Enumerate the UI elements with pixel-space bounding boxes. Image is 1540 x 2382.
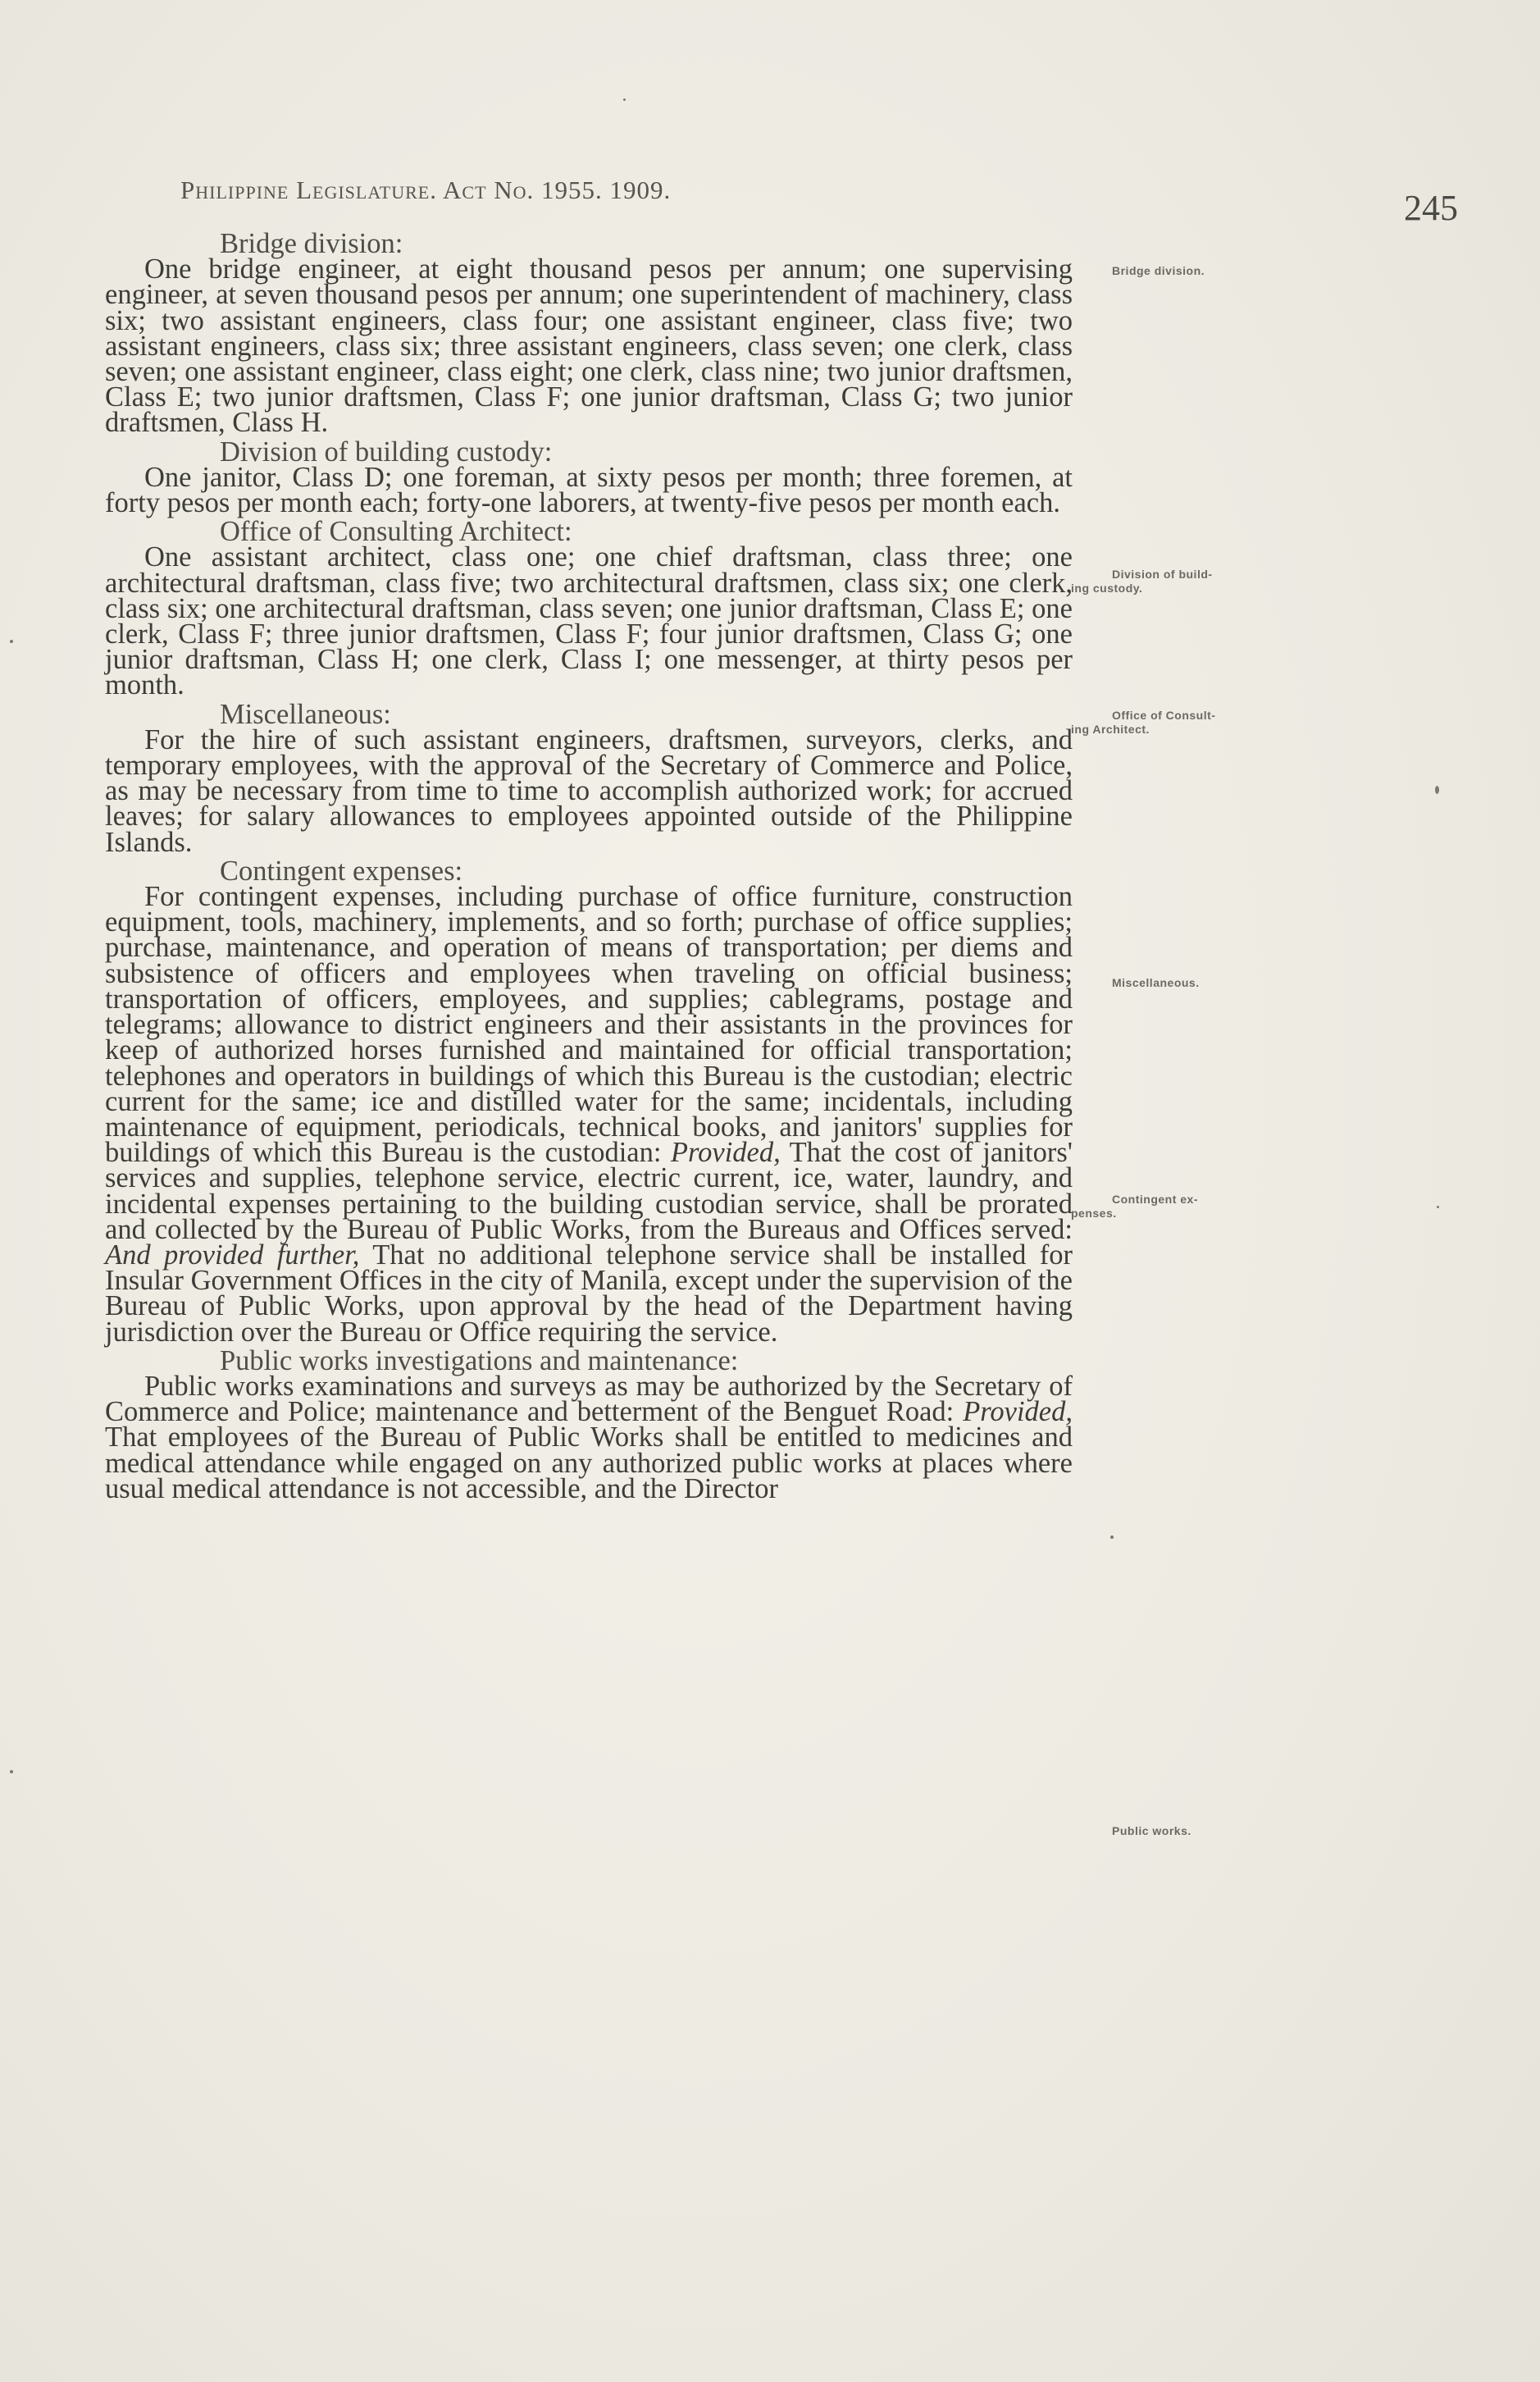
margin-note-consulting-architect: Office of Consult- ing Architect. — [1071, 709, 1216, 736]
margin-note-building-custody: Division of build- ing custody. — [1071, 568, 1213, 595]
paragraph-consulting-architect: One assistant architect, class one; one chief draftsman, class three; one architectural draftsman, class five; two architectural draftsmen, class six; one clerk, class six; one architectural draftsman, class seven; one junior draftsman, Class E; one clerk, Class F; three junior draftsmen, Class F; four junior draftsmen, Class G; one junior draftsman, Class H; one clerk, Class I; one messenger, at thirty pesos per month. — [105, 541, 1073, 701]
scan-speck — [623, 98, 626, 101]
margin-note-bridge-division: Bridge division. — [1112, 264, 1205, 277]
section-title-building-custody: Division of building custody: — [220, 436, 553, 468]
margin-note-public-works: Public works. — [1112, 1824, 1191, 1837]
body-text — [105, 228, 1073, 1504]
paragraph-public-works: Public works examinations and surveys as may be authorized by the Secretary of Commerce and Police; maintenance and betterment of the Benguet Road: Provided, That employees of the Bureau of Public Works shall be entitled to medicines and medical attendance while engaged on any authorized public works at places where usual medical attendance is not accessible, and the Director — [105, 1370, 1073, 1504]
scan-speck — [10, 1770, 13, 1773]
section-title-public-works: Public works investigations and maintenance: — [220, 1344, 739, 1376]
section-title-consulting-architect: Office of Consulting Architect: — [220, 516, 572, 548]
margin-note-contingent-expenses: Contingent ex- penses. — [1071, 1193, 1198, 1220]
paragraph-contingent-expenses: For contingent expenses, including purchase of office furniture, construction equipment, tools, machinery, implements, and so forth; purchase of office supplies; purchase, maintenance, and operation of means of transportation; per diems and subsistence of officers and employees when traveling on official business; transportation of officers, employees, and supplies; cablegrams, postage and telegrams; allowance to district engineers and their assistants in the provinces for keep of authorized horses furnished and maintained for official transportation; telephones and operators in buildings of which this Bureau is the custodian; electric current for the same; ice and distilled water for the same; incidentals, including maintenance of equipment, periodicals, technical books, and janitors' supplies for buildings of which this Bureau is the custodian: Provided, That the cost of janitors' services and supplies, telephone service, electric current, ice, water, laundry, and incidental expenses pertaining to the building custodian service, shall be prorated and collected by the Bureau of Public Works, from the Bureaus and Offices served: And provided further, That no additional telephone service shall be installed for Insular Government Offices in the city of Manila, except under the supervision of the Bureau of Public Works, upon approval by the head of the Department having jurisdiction over the Bureau or Office requiring the service. — [105, 881, 1073, 1348]
scan-speck — [1110, 1536, 1114, 1539]
scan-speck — [1437, 1206, 1439, 1208]
section-title-miscellaneous: Miscellaneous: — [220, 698, 391, 730]
section-title-contingent-expenses: Contingent expenses: — [220, 855, 463, 887]
section-title-bridge-division: Bridge division: — [220, 228, 403, 259]
paragraph-bridge-division: One bridge engineer, at eight thousand pesos per annum; one supervising engineer, at seven thousand pesos per annum; one superintendent of machinery, class six; two assistant engineers, class four; one assistant engineer, class five; two assistant engineers, class six; three assistant engineers, class seven; one clerk, class seven; one assistant engineer, class eight; one clerk, class nine; two junior draftsmen, Class E; two junior draftsmen, Class F; one junior draftsman, Class G; two junior draftsmen, Class H. — [105, 253, 1073, 439]
margin-note-miscellaneous: Miscellaneous. — [1112, 976, 1200, 989]
scan-speck — [1435, 786, 1439, 794]
paragraph-miscellaneous: For the hire of such assistant engineers, draftsmen, surveyors, clerks, and temporary employees, with the approval of the Secretary of Commerce and Police, as may be necessary from time to time to accomplish authorized work; for accrued leaves; for salary allowances to employees appointed outside of the Philippine Islands. — [105, 723, 1073, 858]
scan-speck — [10, 640, 13, 643]
running-header: Philippine Legislature. Act No. 1955. 1909. — [180, 176, 672, 204]
paragraph-building-custody: One janitor, Class D; one foreman, at sixty pesos per month; three foremen, at forty pesos per month each; forty-one laborers, at twenty-five pesos per month each. — [105, 461, 1073, 519]
page-number: 245 — [1404, 188, 1458, 228]
